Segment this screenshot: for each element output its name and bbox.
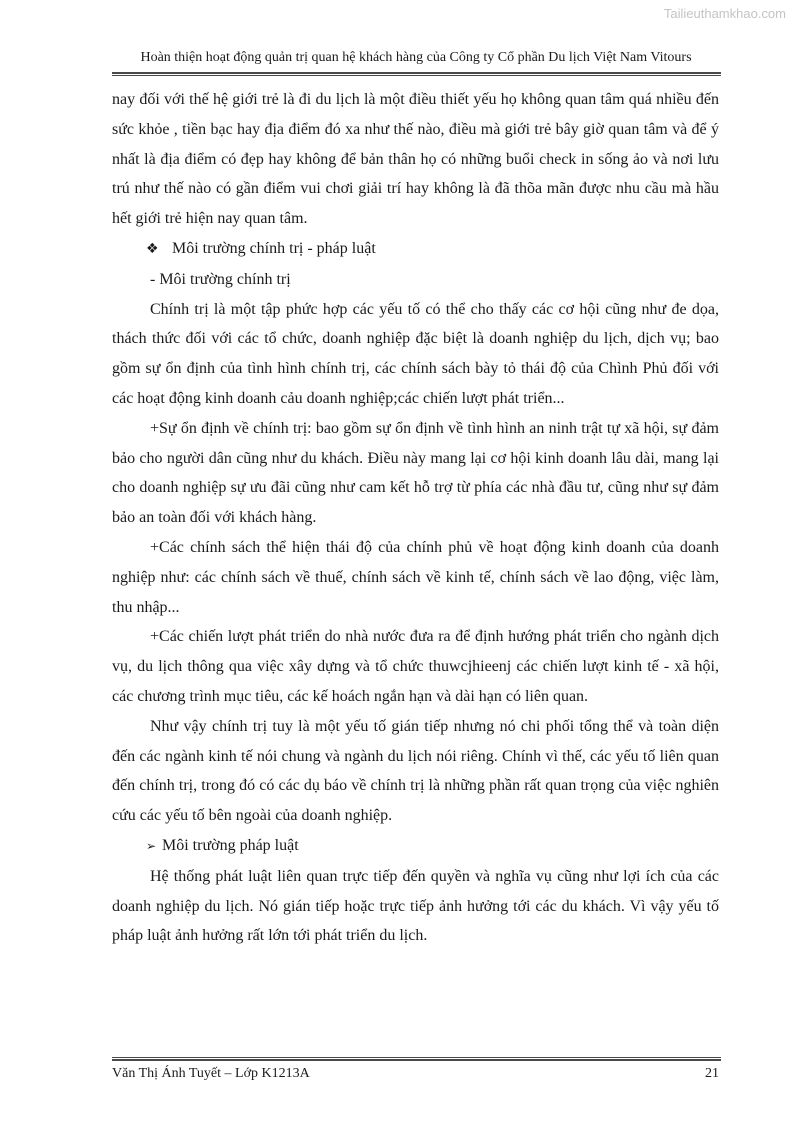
diamond-bullet-icon: ❖ xyxy=(146,240,159,257)
header-divider xyxy=(112,72,721,76)
section-heading-law-label: Môi trường pháp luật xyxy=(162,836,299,854)
page-header: Hoàn thiện hoạt động quản trị quan hệ khách hàng của Công ty Cổ phần Du lịch Việt Nam Vitours xyxy=(140,50,692,65)
section-heading-law xyxy=(112,831,719,862)
subheading-politics: - Môi trường chính trị xyxy=(150,270,291,288)
page-number: 21 xyxy=(705,1066,719,1081)
paragraph-politics-summary: Như vậy chính trị tuy là một yếu tố gián tiếp nhưng nó chi phối tổng thể và toàn diện đến các ngành kinh tế nói chung và ngành du lịch nói riêng. Chính vì thế, các yếu tố liên quan đến chính trị, trong đó có các dụ báo về chính trị là những phần rất quan trọng của việc nghiên cứu các yếu tố bên ngoài của doanh nghiệp. xyxy=(112,717,719,825)
section-heading-politics-law xyxy=(112,234,719,265)
paragraph-legal-system: Hệ thống phát luật liên quan trực tiếp đến quyền và nghĩa vụ cũng như lợi ích của các doanh nghiệp du lịch. Nó gián tiếp hoặc trực tiếp ảnh hưởng tới các du khách. Vì vậy yếu tố pháp luật ảnh hưởng rất lớn tới phát triển du lịch. xyxy=(112,867,719,945)
arrow-bullet-icon: ➢ xyxy=(146,838,157,853)
paragraph-government-policies: +Các chính sách thể hiện thái độ của chính phủ về hoạt động kinh doanh của doanh nghiệp như: các chính sách về thuế, chính sách về kinh tế, chính sách về lao động, việc làm, thu nhập... xyxy=(112,538,719,616)
paragraph-development-strategies: +Các chiến lượt phát triển do nhà nước đưa ra để định hướng phát triển cho ngành dịch vụ, du lịch thông qua việc xây dựng và tổ chức thuwcjhieenj các chiến lượt kinh tế - xã hội, các chương trình mục tiêu, các kế hoách ngắn hạn và dài hạn có liên quan. xyxy=(112,628,719,705)
page-content xyxy=(112,85,719,951)
paragraph-political-stability: +Sự ổn định về chính trị: bao gồm sự ổn định về tình hình an ninh trật tự xã hội, sự đảm bảo cho người dân cũng như du khách. Điều này mang lại cơ hội kinh doanh lâu dài, mang lại cho doanh nghiệp sự ưu đãi cũng như cam kết hỗ trợ từ phía các nhà đầu tư, cũng như sự đảm bảo an toàn đối với khách hàng. xyxy=(112,419,719,527)
paragraph-youth-travel: nay đối với thế hệ giới trẻ là đi du lịch là một điều thiết yếu họ không quan tâm quá nhiều đến sức khỏe , tiền bạc hay địa điểm đó xa như thế nào, điều mà giới trẻ bây giờ quan tâm và để ý nhất là địa điểm có đẹp hay không để bản thân họ có những buổi check in sống ảo và nơi lưu trú như thế nào có gần điểm vui chơi giải trí hay không là đã thõa mãn được nhu cầu mà hầu hết giới trẻ hiện nay quan tâm. xyxy=(112,91,719,228)
footer-divider xyxy=(112,1057,721,1061)
section-heading-label: Môi trường chính trị - pháp luật xyxy=(172,239,376,257)
paragraph-politics-definition: Chính trị là một tập phức hợp các yếu tố có thể cho thấy các cơ hội cũng như đe dọa, thách thức đối với các tổ chức, doanh nghiệp đặc biệt là doanh nghiệp du lịch, dịch vụ; bao gồm sự ổn định của tình hình chính trị, các chính sách bày tỏ thái độ của Chình Phủ đối với các hoạt động kinh doanh cảu doanh nghiệp;các chiến lượt phát triển... xyxy=(112,300,719,407)
watermark: Tailieuthamkhao.com xyxy=(663,6,786,21)
footer-author: Văn Thị Ánh Tuyết – Lớp K1213A xyxy=(112,1066,310,1081)
